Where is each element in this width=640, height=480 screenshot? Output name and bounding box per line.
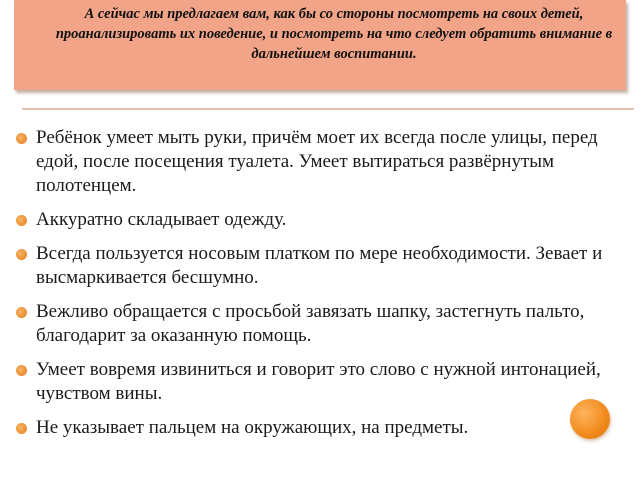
bullet-dot-icon bbox=[16, 133, 27, 144]
bullet-text: Всегда пользуется носовым платком по мере необходимости. Зевает и высмаркивается бесшумно. bbox=[36, 243, 603, 288]
bullet-dot-icon bbox=[16, 307, 27, 318]
bullet-item bbox=[14, 416, 614, 440]
decorative-circle-icon bbox=[570, 399, 610, 439]
bullet-text: Не указывает пальцем на окружающих, на предметы. bbox=[36, 417, 469, 438]
bullet-dot-icon bbox=[16, 215, 27, 226]
divider-line bbox=[22, 108, 634, 110]
bullet-dot-icon bbox=[16, 423, 27, 434]
bullet-dot-icon bbox=[16, 365, 27, 376]
bullet-item bbox=[14, 358, 614, 406]
bullet-text: Вежливо обращается с просьбой завязать шапку, застегнуть пальто, благодарит за оказанную помощь. bbox=[36, 301, 585, 346]
bullet-list bbox=[14, 126, 614, 450]
header-banner bbox=[14, 0, 626, 90]
bullet-item bbox=[14, 300, 614, 348]
bullet-text: Умеет вовремя извиниться и говорит это слово с нужной интонацией, чувством вины. bbox=[36, 359, 601, 404]
bullet-text: Аккуратно складывает одежду. bbox=[36, 209, 287, 230]
bullet-text: Ребёнок умеет мыть руки, причём моет их всегда после улицы, перед едой, после посещения туалета. Умеет вытираться развёрнутым полотенцем. bbox=[36, 127, 598, 196]
bullet-item bbox=[14, 208, 614, 232]
bullet-item bbox=[14, 126, 614, 198]
bullet-item bbox=[14, 242, 614, 290]
bullet-dot-icon bbox=[16, 249, 27, 260]
header-text: А сейчас мы предлагаем вам, как бы со стороны посмотреть на своих детей, проанализировать их поведение, и посмотреть на что следует обратить внимание в дальнейшем воспитании. bbox=[55, 6, 613, 62]
